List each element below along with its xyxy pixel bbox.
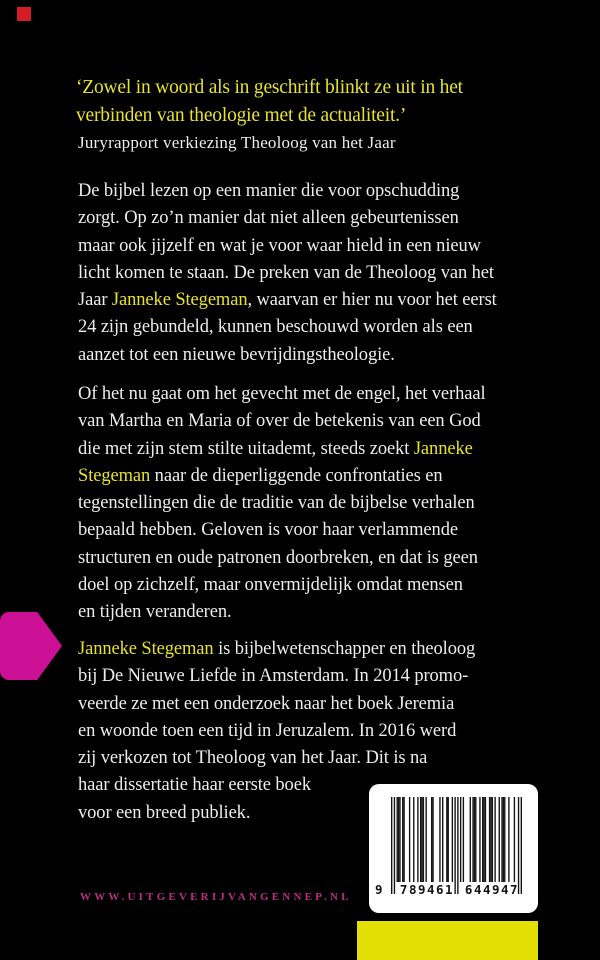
- text-line: Janneke Stegeman is bijbelwetenschapper en theoloog: [78, 639, 476, 659]
- text-line: zorgt. Op zo’n manier dat niet alleen gebeurtenissen: [78, 208, 459, 229]
- text-line: Stegeman naar de dieperliggende confrontaties en: [78, 465, 443, 486]
- barcode: [369, 784, 538, 913]
- paragraph-intro: [78, 178, 578, 369]
- barcode-bars-icon: [391, 797, 522, 894]
- paragraph-themes: [78, 381, 578, 627]
- text-line: 24 zijn gebundeld, kunnen beschouwd worden als een: [78, 317, 473, 338]
- barcode-number: [369, 881, 538, 901]
- barcode-digit-group: 644947: [464, 882, 520, 897]
- text-line: en tijden veranderen.: [78, 602, 232, 623]
- text-line: licht komen te staan. De preken van de Theoloog van het: [78, 262, 494, 283]
- text-line: bij De Nieuwe Liefde in Amsterdam. In 2014 promo-: [78, 666, 469, 687]
- text-line: Jaar Janneke Stegeman, waarvan er hier nu voor het eerst: [78, 290, 497, 311]
- text-line: maar ook jijzelf en wat je voor waar hield in een nieuw: [78, 235, 481, 256]
- text-line: aanzet tot een nieuwe bevrijdingstheologie.: [78, 344, 395, 365]
- text-line: zij verkozen tot Theoloog van het Jaar. Dit is na: [78, 748, 428, 769]
- pink-arrow-marker: [0, 612, 62, 680]
- text-line: structuren en oude patronen doorbreken, en dat is geen: [78, 547, 478, 568]
- publisher-url: WWW.UITGEVERIJVANGENNEP.NL: [80, 891, 352, 903]
- barcode-digit-group: 789461: [399, 882, 455, 897]
- text-line: De bijbel lezen op een manier die voor opschudding: [78, 181, 460, 201]
- text-line: veerde ze met een onderzoek naar het boek Jeremia: [78, 693, 455, 714]
- text-line: voor een breed publiek.: [78, 802, 251, 823]
- red-square-mark: [17, 7, 31, 21]
- text-line: tegenstellingen die de traditie van de bijbelse verhalen: [78, 493, 475, 514]
- jury-quote-attribution: Juryrapport verkiezing Theoloog van het Jaar: [78, 133, 396, 152]
- text-line: ‘Zowel in woord als in geschrift blinkt ze uit in het: [76, 77, 463, 98]
- text-line: en woonde toen een tijd in Jeruzalem. In 2016 werd: [78, 720, 457, 741]
- barcode-digit-group: 9: [375, 882, 383, 897]
- text-line: Of het nu gaat om het gevecht met de engel, het verhaal: [78, 384, 486, 404]
- text-line: van Martha en Maria of over de betekenis van een God: [78, 411, 481, 432]
- text-line: verbinden van theologie met de actualiteit.’: [76, 105, 407, 126]
- text-line: die met zijn stem stilte uitademt, steeds zoekt Janneke: [78, 438, 473, 459]
- yellow-accent-bar: [357, 921, 538, 960]
- text-line: bepaald hebben. Geloven is voor haar verlammende: [78, 520, 458, 541]
- text-line: doel op zichzelf, maar onvermijdelijk omdat mensen: [78, 575, 463, 596]
- text-line: haar dissertatie haar eerste boek: [78, 775, 311, 796]
- jury-quote: [76, 74, 556, 130]
